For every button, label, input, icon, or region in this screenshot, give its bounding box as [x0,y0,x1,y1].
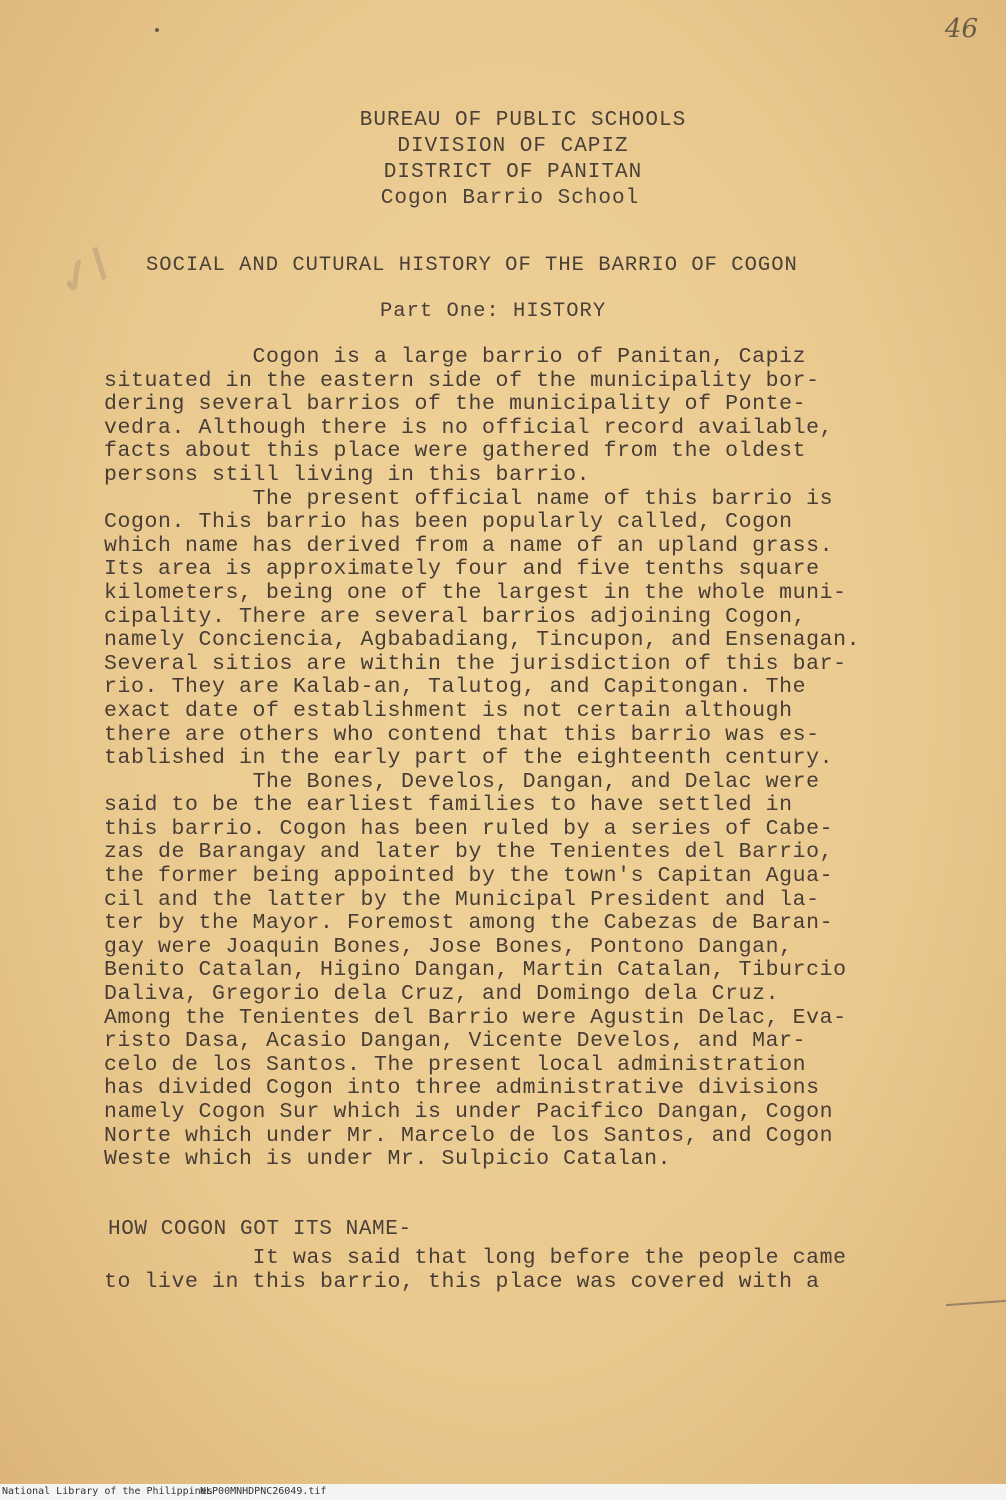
text-line: which name has derived from a name of an upland grass. [104,533,834,558]
history-body [104,346,984,1172]
text-line: Weste which is under Mr. Sulpicio Catalan. [104,1147,672,1172]
text-line: situated in the eastern side of the municipality bor- [104,368,820,393]
margin-pencil-mark [946,1300,1006,1306]
text-line: zas de Barangay and later by the Tenientes del Barrio, [104,840,834,865]
letterhead-district: DISTRICT OF PANITAN [383,161,643,184]
text-line: The Bones, Develos, Dangan, and Delac were [104,769,820,794]
text-line: risto Dasa, Acasio Dangan, Vicente Develos, and Mar- [104,1029,807,1054]
name-origin-body [104,1246,984,1294]
text-line: cil and the latter by the Municipal President and la- [104,887,820,912]
ink-speck [155,28,159,32]
text-line: Several sitios are within the jurisdiction of this bar- [104,651,847,676]
text-line: celo de los Santos. The present local administration [104,1052,807,1077]
text-line: kilometers, being one of the largest in the whole muni- [104,580,847,605]
section-heading: HOW COGON GOT ITS NAME- [108,1218,412,1241]
text-line: has divided Cogon into three administrative divisions [104,1076,820,1101]
text-line: Cogon. This barrio has been popularly called, Cogon [104,510,793,535]
text-line: vedra. Although there is no official record available, [104,415,834,440]
text-line: The present official name of this barrio is [104,486,834,511]
text-line: Benito Catalan, Higino Dangan, Martin Catalan, Tiburcio [104,958,847,983]
text-line: the former being appointed by the town's Capitan Agua- [104,864,834,889]
text-line: Cogon is a large barrio of Panitan, Capiz [104,345,807,369]
text-line: Daliva, Gregorio dela Cruz, and Domingo dela Cruz. [104,982,780,1007]
text-line: ter by the Mayor. Foremost among the Cabezas de Baran- [104,911,834,936]
text-line: Its area is approximately four and five tenths square [104,557,820,582]
text-line: namely Conciencia, Agbabadiang, Tincupon, and Ensenagan. [104,628,861,653]
text-line: cipality. There are several barrios adjoining Cogon, [104,604,807,629]
text-line: dering several barrios of the municipality of Ponte- [104,392,807,417]
text-line: rio. They are Kalab-an, Talutog, and Capitongan. The [104,675,807,700]
footer-filename: NLP00MNHDPNC26049.tif [200,1486,327,1497]
letterhead-division: DIVISION OF CAPIZ [397,135,629,158]
part-heading: Part One: HISTORY [380,300,607,323]
letterhead-school: Cogon Barrio School [380,187,640,210]
text-line: gay were Joaquin Bones, Jose Bones, Pontono Dangan, [104,934,793,959]
text-line: said to be the earliest families to have settled in [104,793,793,818]
scan-footer [0,1484,1006,1500]
text-line: Among the Tenientes del Barrio were Agustin Delac, Eva- [104,1005,847,1030]
letterhead-bureau: BUREAU OF PUBLIC SCHOOLS [359,109,687,132]
footer-library: National Library of the Philippines [2,1486,213,1497]
text-line: persons still living in this barrio. [104,462,591,487]
text-line: exact date of establishment is not certain although [104,698,793,723]
text-line: this barrio. Cogon has been ruled by a series of Cabe- [104,816,834,841]
faded-stamp-mark: ✓/ [48,238,119,308]
text-line: there are others who contend that this barrio was es- [104,722,820,747]
page-number: 46 [944,14,978,44]
text-line: to live in this barrio, this place was covered with a [104,1270,820,1294]
text-line: It was said that long before the people came [104,1246,847,1270]
text-line: facts about this place were gathered from the oldest [104,439,807,464]
letterhead [0,108,1006,212]
document-title: SOCIAL AND CUTURAL HISTORY OF THE BARRIO OF COGON [146,254,798,277]
text-line: Norte which under Mr. Marcelo de los Santos, and Cogon [104,1123,834,1148]
text-line: namely Cogon Sur which is under Pacifico Dangan, Cogon [104,1100,834,1124]
text-line: tablished in the early part of the eighteenth century. [104,746,834,771]
